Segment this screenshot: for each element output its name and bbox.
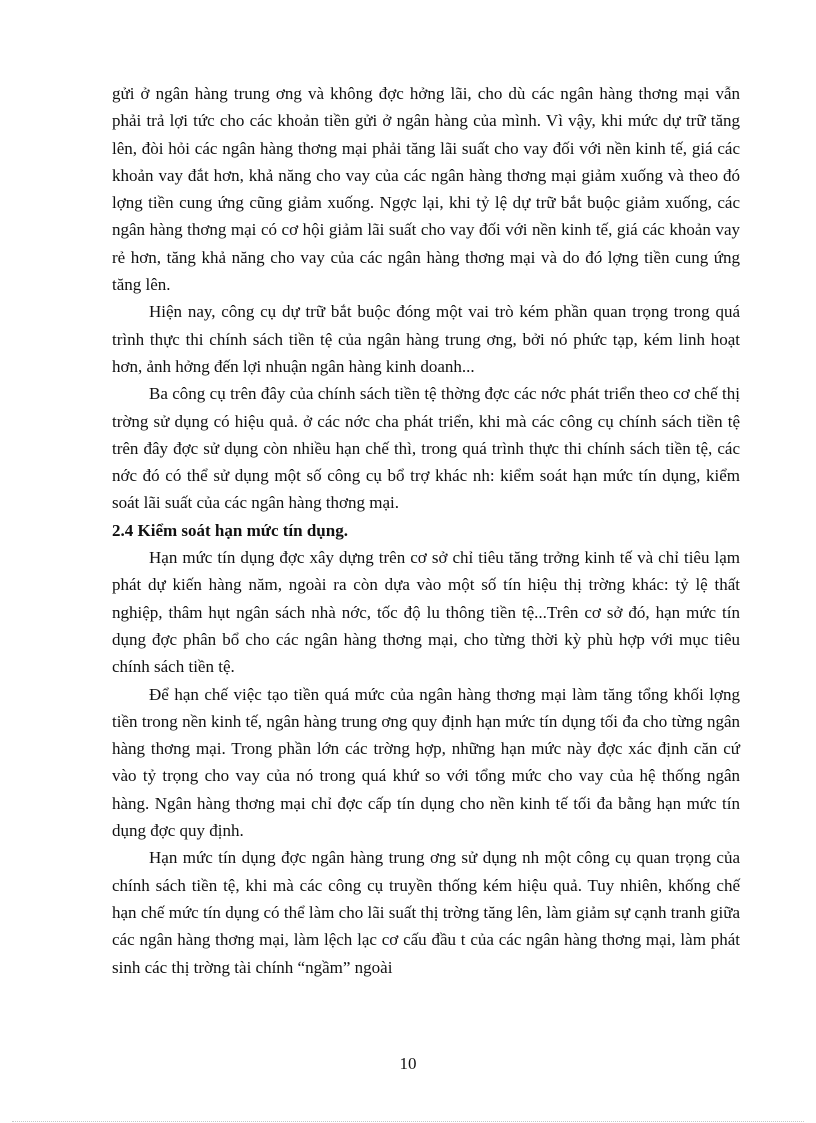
paragraph-three-tools: Ba công cụ trên đây của chính sách tiền tệ thờng đợc các nớc phát triển theo cơ chế thị trờng sử dụng có hiệu quả. ở các nớc cha phát triển, khi mà các công cụ chính sách tiền tệ trên đây đợc sử dụng còn nhiều hạn chế thì, trong quá trình thực thi chính sách tiền tệ, các nớc đó có thể sử dụng một số công cụ bổ trợ khác nh: kiểm soát hạn mức tín dụng, kiểm soát lãi suất của các ngân hàng thơng mại. bbox=[112, 384, 740, 513]
paragraph-reserve-role: Hiện nay, công cụ dự trữ bắt buộc đóng một vai trò kém phần quan trọng trong quá trình thực thi chính sách tiền tệ của ngân hàng trung ơng, bởi nó phức tạp, kém linh hoạt hơn, ảnh hởng đến lợi nhuận ngân hàng kinh doanh... bbox=[112, 302, 740, 376]
paragraph-credit-limit-effects: Hạn mức tín dụng đợc ngân hàng trung ơng sử dụng nh một công cụ quan trọng của chính sách tiền tệ, khi mà các công cụ truyền thống kém hiệu quả. Tuy nhiên, khống chế hạn chế mức tín dụng có thể làm cho lãi suất thị trờng tăng lên, làm giảm sự cạnh tranh giữa các ngân hàng thơng mại, làm lệch lạc cơ cấu đầu t của các ngân hàng thơng mại, làm phát sinh các thị trờng tài chính “ngầm” ngoài bbox=[112, 848, 740, 977]
page-bottom-divider bbox=[12, 1121, 804, 1122]
paragraph-reserve-effect: gửi ở ngân hàng trung ơng và không đợc hởng lãi, cho dù các ngân hàng thơng mại vẫn phải trả lợi tức cho các khoản tiền gửi ở ngân hàng của mình. Vì vậy, khi mức dự trữ tăng lên, đòi hỏi các ngân hàng thơng mại phải tăng lãi suất cho vay đối với nền kinh tế, giá các khoản vay đắt hơn, khả năng cho vay của các ngân hàng thơng mại giảm xuống và theo đó lợng tiền cung ứng cũng giảm xuống. Ngợc lại, khi tỷ lệ dự trữ bắt buộc giảm xuống, các ngân hàng thơng mại có cơ hội giảm lãi suất cho vay đối với nền kinh tế, giá các khoản vay rẻ hơn, tăng khả năng cho vay của các ngân hàng thơng mại và do đó lợng tiền cung ứng tăng lên. bbox=[112, 84, 740, 295]
paragraph-credit-limit-rule: Để hạn chế việc tạo tiền quá mức của ngân hàng thơng mại làm tăng tổng khối lợng tiền trong nền kinh tế, ngân hàng trung ơng quy định hạn mức tín dụng tối đa cho từng ngân hàng thơng mại. Trong phần lớn các trờng hợp, những hạn mức này đợc xác định căn cứ vào tỷ trọng cho vay của nó trong quá khứ so với tổng mức cho vay của hệ thống ngân hàng. Ngân hàng thơng mại chỉ đợc cấp tín dụng cho nền kinh tế tối đa bằng hạn mức tín dụng đợc quy định. bbox=[112, 684, 740, 841]
section-heading: 2.4 Kiểm soát hạn mức tín dụng. bbox=[112, 520, 348, 540]
page-body bbox=[112, 80, 740, 981]
paragraph-credit-limit-basis: Hạn mức tín dụng đợc xây dựng trên cơ sở chỉ tiêu tăng trởng kinh tế và chỉ tiêu lạm phát dự kiến hàng năm, ngoài ra còn dựa vào một số tín hiệu thị trờng khác: tỷ lệ thất nghiệp, thâm hụt ngân sách nhà nớc, tốc độ lu thông tiền tệ...Trên cơ sở đó, hạn mức tín dụng đợc phân bổ cho các ngân hàng thơng mại, cho từng thời kỳ phù hợp với mục tiêu chính sách tiền tệ. bbox=[112, 548, 740, 677]
page-number: 10 bbox=[399, 1054, 417, 1073]
